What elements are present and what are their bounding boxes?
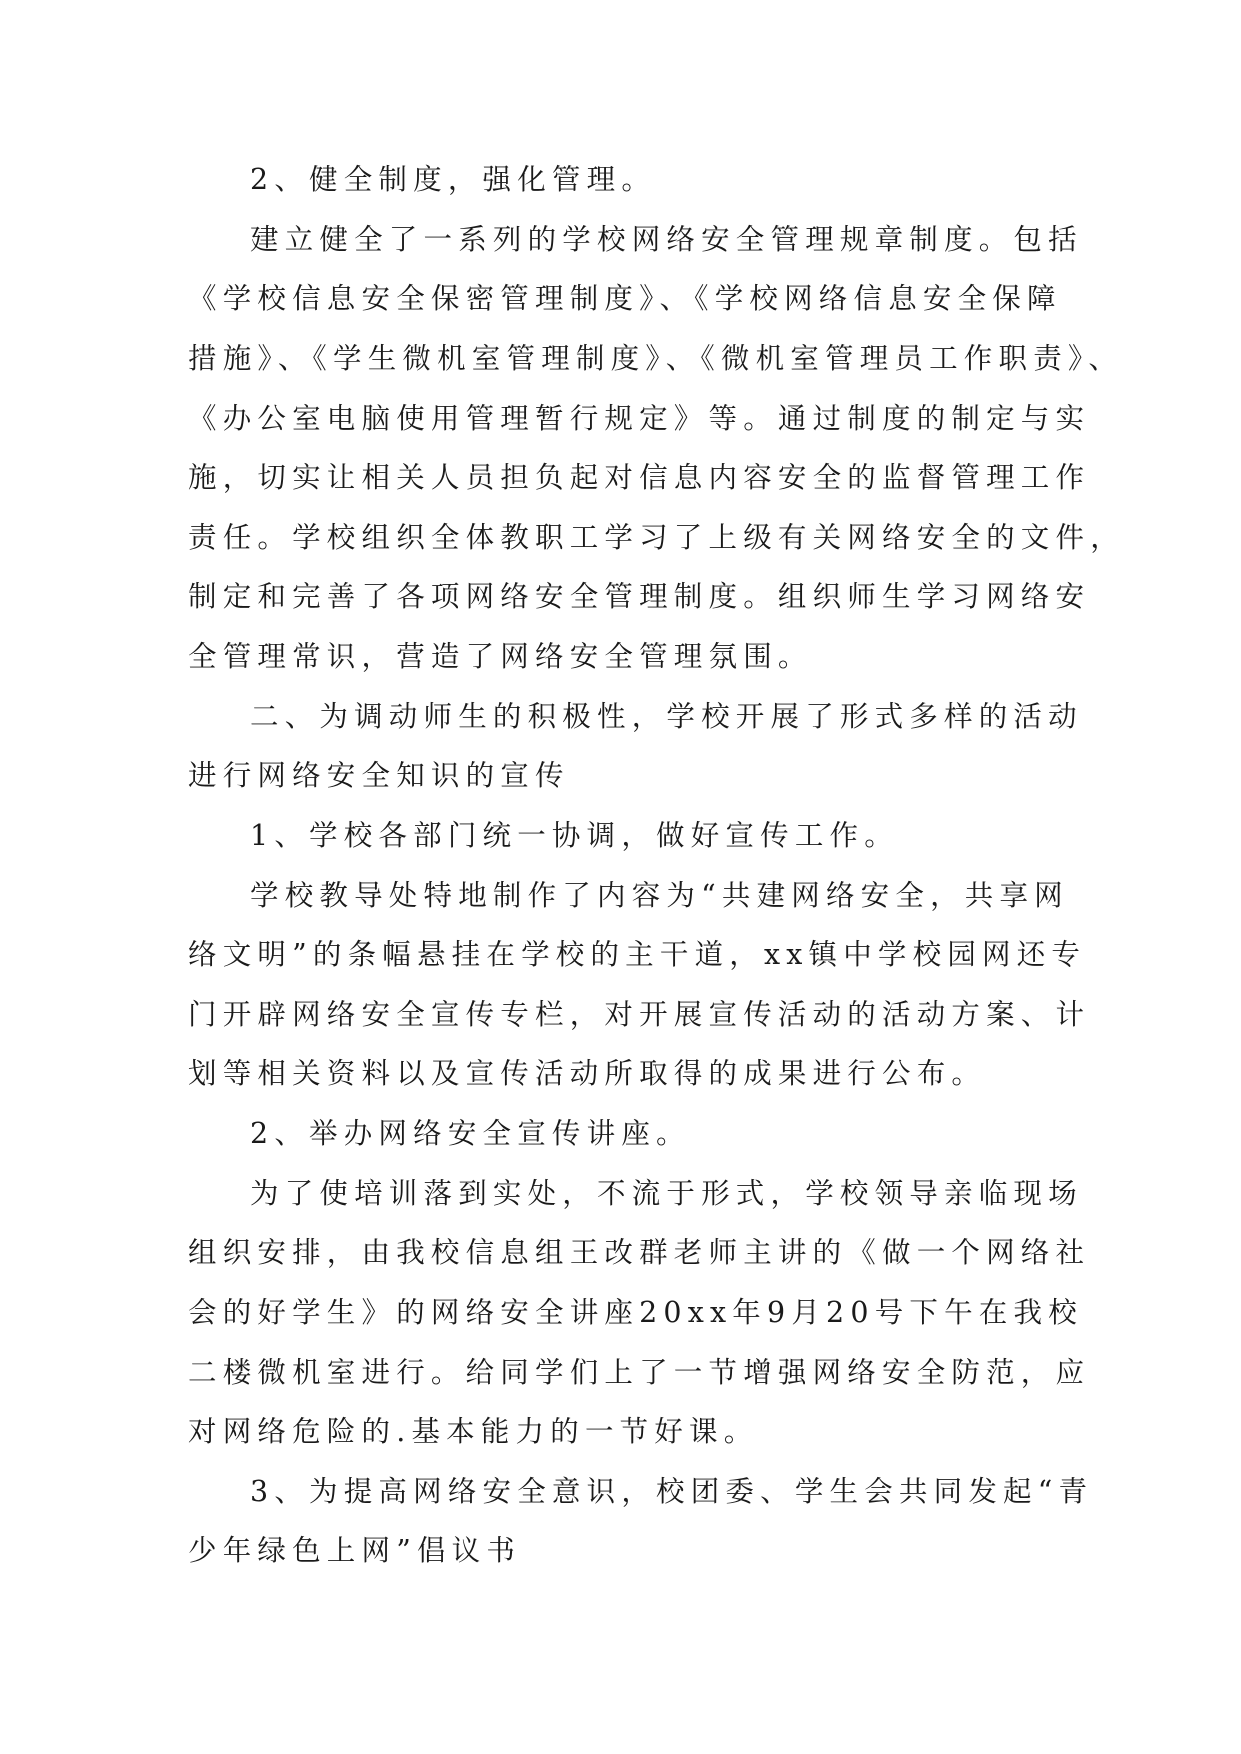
text-line: 二楼微机室进行。给同学们上了一节增强网络安全防范，应 <box>188 1356 1091 1389</box>
text-line: 学校教导处特地制作了内容为“共建网络安全，共享网 <box>250 879 1069 912</box>
text-line: 《学校信息安全保密管理制度》、《学校网络信息安全保障 <box>188 282 1062 315</box>
text-line: 2、举办网络安全宣传讲座。 <box>250 1117 691 1150</box>
text-line: 制定和完善了各项网络安全管理制度。组织师生学习网络安 <box>188 580 1091 613</box>
text-line: 对网络危险的.基本能力的一节好课。 <box>188 1415 759 1448</box>
text-line: 二、为调动师生的积极性，学校开展了形式多样的活动 <box>250 700 1083 733</box>
text-line: 会的好学生》的网络安全讲座20xx年9月20号下午在我校 <box>188 1296 1083 1329</box>
text-line: 3、为提高网络安全意识，校团委、学生会共同发起“青 <box>250 1475 1094 1508</box>
text-line: 《办公室电脑使用管理暂行规定》等。通过制度的制定与实 <box>188 402 1091 435</box>
text-line: 施，切实让相关人员担负起对信息内容安全的监督管理工作 <box>188 461 1091 494</box>
text-line: 划等相关资料以及宣传活动所取得的成果进行公布。 <box>188 1057 987 1090</box>
text-line: 1、学校各部门统一协调，做好宣传工作。 <box>250 819 899 852</box>
text-line: 络文明”的条幅悬挂在学校的主干道，xx镇中学校园网还专 <box>188 938 1087 971</box>
text-line: 少年绿色上网”倡议书 <box>188 1534 522 1567</box>
text-line: 建立健全了一系列的学校网络安全管理规章制度。包括 <box>250 223 1083 256</box>
text-line: 全管理常识，营造了网络安全管理氛围。 <box>188 640 813 673</box>
text-line: 组织安排，由我校信息组王改群老师主讲的《做一个网络社 <box>188 1236 1091 1269</box>
text-line: 责任。学校组织全体教职工学习了上级有关网络安全的文件， <box>188 521 1125 554</box>
text-line: 门开辟网络安全宣传专栏，对开展宣传活动的活动方案、计 <box>188 998 1091 1031</box>
text-line: 2、健全制度，强化管理。 <box>250 163 657 196</box>
text-line: 进行网络安全知识的宣传 <box>188 759 570 792</box>
text-line: 为了使培训落到实处，不流于形式，学校领导亲临现场 <box>250 1177 1083 1210</box>
text-line: 措施》、《学生微机室管理制度》、《微机室管理员工作职责》、 <box>188 342 1124 375</box>
